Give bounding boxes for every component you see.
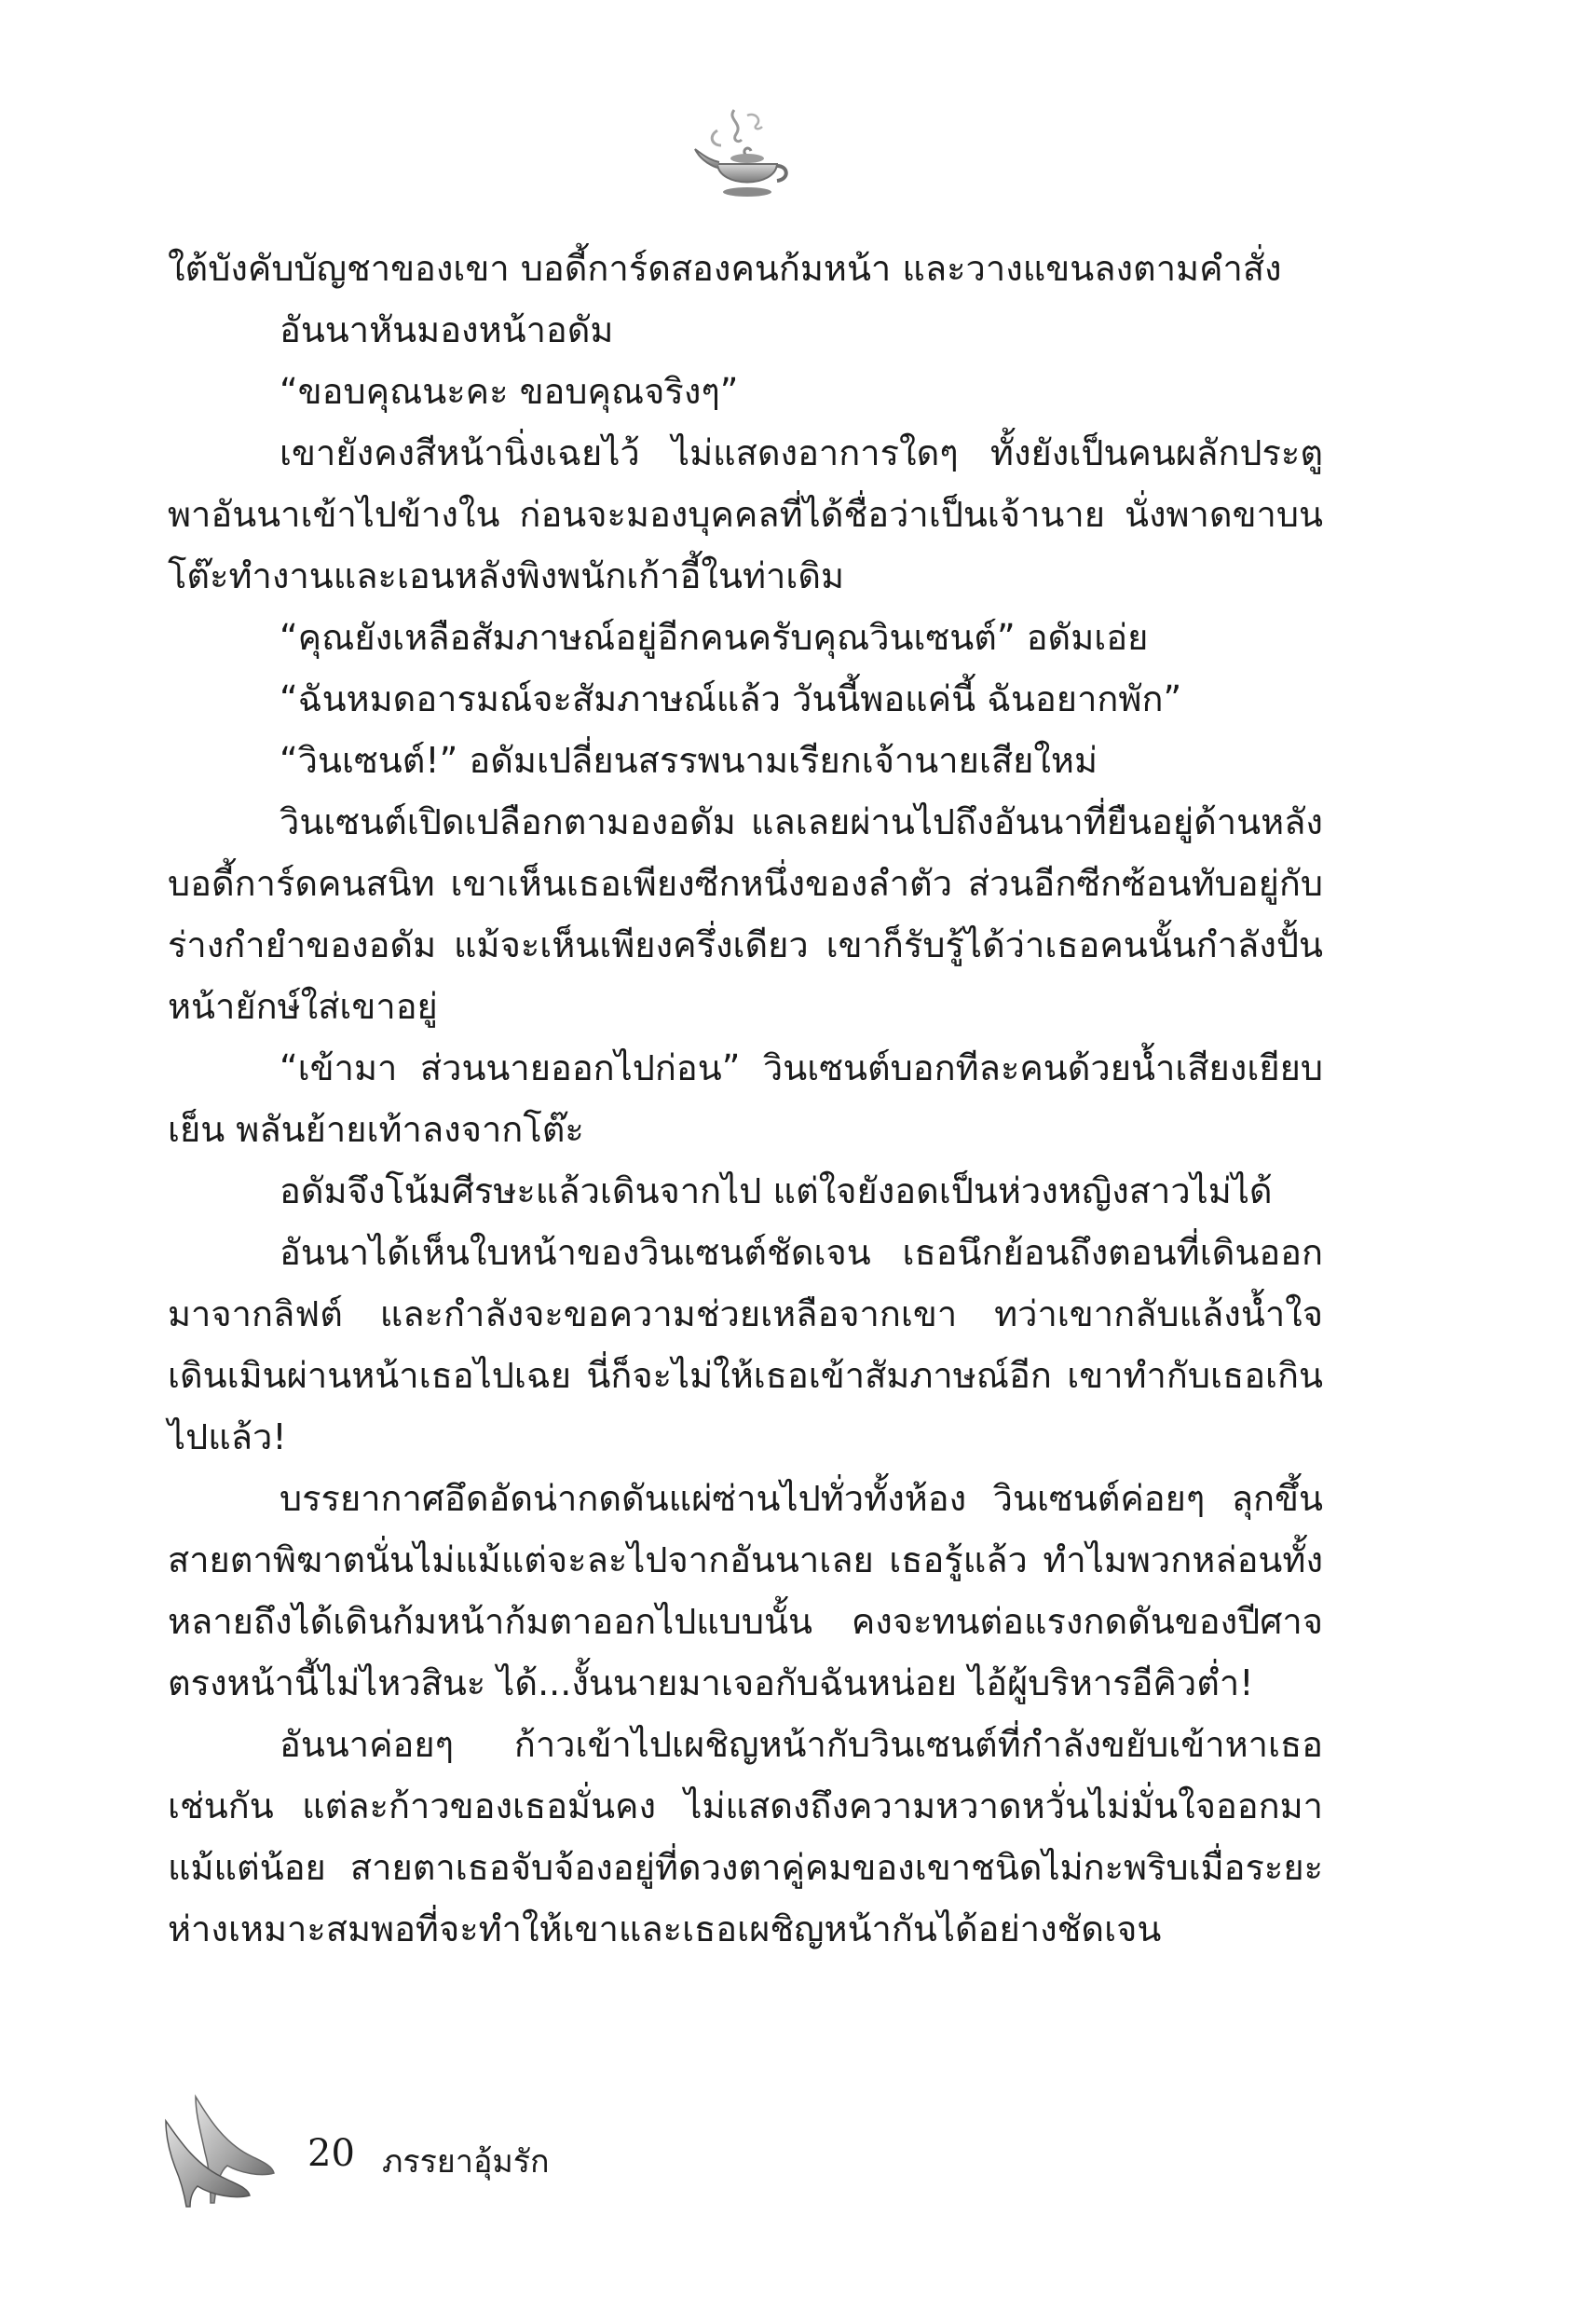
paragraph: อดัมจึงโน้มศีรษะแล้วเดินจากไป แต่ใจยังอดเป็นห่วงหญิงสาวไม่ได้ [280, 1170, 1273, 1211]
book-title: ภรรยาอุ้มรัก [382, 2143, 550, 2181]
paragraph: วินเซนต์เปิดเปลือกตามองอดัม แลเลยผ่านไปถึงอันนาที่ยืนอยู่ด้านหลังบอดี้การ์ดคนสนิท เขาเห็นเธอเพียงซีกหนึ่งของลำตัว ส่วนอีกซีกซ้อนทับอยู่กับร่างกำยำของอดัม แม้จะเห็นเพียงครึ่งเดียว เขาก็รับรู้ได้ว่าเธอคนนั้นกำลังปั้นหน้ายักษ์ใส่เขาอยู่ [168, 801, 1323, 1027]
paragraph: อันนาได้เห็นใบหน้าของวินเซนต์ชัดเจน เธอนึกย้อนถึงตอนที่เดินออกมาจากลิฟต์ และกำลังจะขอความช่วยเหลือจากเขา ทว่าเขากลับแล้งน้ำใจ เดินเมินผ่านหน้าเธอไปเฉย นี่ก็จะไม่ให้เธอเข้าสัมภาษณ์อีก เขาทำกับเธอเกินไปแล้ว! [168, 1232, 1323, 1457]
paragraph: “วินเซนต์!” อดัมเปลี่ยนสรรพนามเรียกเจ้านายเสียใหม่ [280, 740, 1098, 781]
page-number: 20 [307, 2132, 355, 2175]
paragraph: “เข้ามา ส่วนนายออกไปก่อน” วินเซนต์บอกทีละคนด้วยน้ำเสียงเยียบเย็น พลันย้ายเท้าลงจากโต๊ะ [168, 1047, 1323, 1150]
high-heel-shoes-icon [158, 2087, 289, 2208]
paragraph: บรรยากาศอึดอัดน่ากดดันแผ่ซ่านไปทั่วทั้งห้อง วินเซนต์ค่อยๆ ลุกขึ้น สายตาพิฆาตนั่นไม่แม้แต่จะละไปจากอันนาเลย เธอรู้แล้ว ทำไมพวกหล่อนทั้งหลายถึงได้เดินก้มหน้าก้มตาออกไปแบบนั้น คงจะทนต่อแรงกดดันของปีศาจตรงหน้านี้ไม่ไหวสินะ ได้...งั้นนายมาเจอกับฉันหน่อย ไอ้ผู้บริหารอีคิวต่ำ! [168, 1478, 1323, 1703]
teapot-ornament-icon [689, 103, 792, 205]
paragraph: เขายังคงสีหน้านิ่งเฉยไว้ ไม่แสดงอาการใดๆ ทั้งยังเป็นคนผลักประตูพาอันนาเข้าไปข้างใน ก่อนจะมองบุคคลที่ได้ชื่อว่าเป็นเจ้านาย นั่งพาดขาบนโต๊ะทำงานและเอนหลังพิงพนักเก้าอี้ในท่าเดิม [168, 432, 1323, 596]
paragraph: อันนาค่อยๆ ก้าวเข้าไปเผชิญหน้ากับวินเซนต์ที่กำลังขยับเข้าหาเธอเช่นกัน แต่ละก้าวของเธอมั่นคง ไม่แสดงถึงความหวาดหวั่นไม่มั่นใจออกมาแม้แต่น้อย สายตาเธอจับจ้องอยู่ที่ดวงตาคู่คมของเขาชนิดไม่กะพริบเมื่อระยะห่างเหมาะสมพอที่จะทำให้เขาและเธอเผชิญหน้ากันได้อย่างชัดเจน [168, 1724, 1323, 1949]
page-footer [158, 2087, 811, 2218]
body-text [168, 238, 1323, 1960]
paragraph: อันนาหันมองหน้าอดัม [280, 309, 614, 350]
paragraph: “ฉันหมดอารมณ์จะสัมภาษณ์แล้ว วันนี้พอแค่นี้ ฉันอยากพัก” [280, 678, 1182, 719]
paragraph: “คุณยังเหลือสัมภาษณ์อยู่อีกคนครับคุณวินเซนต์” อดัมเอ่ย [280, 617, 1149, 658]
paragraph: ใต้บังคับบัญชาของเขา บอดี้การ์ดสองคนก้มหน้า และวางแขนลงตามคำสั่ง [168, 248, 1282, 289]
paragraph: “ขอบคุณนะคะ ขอบคุณจริงๆ” [280, 371, 739, 412]
